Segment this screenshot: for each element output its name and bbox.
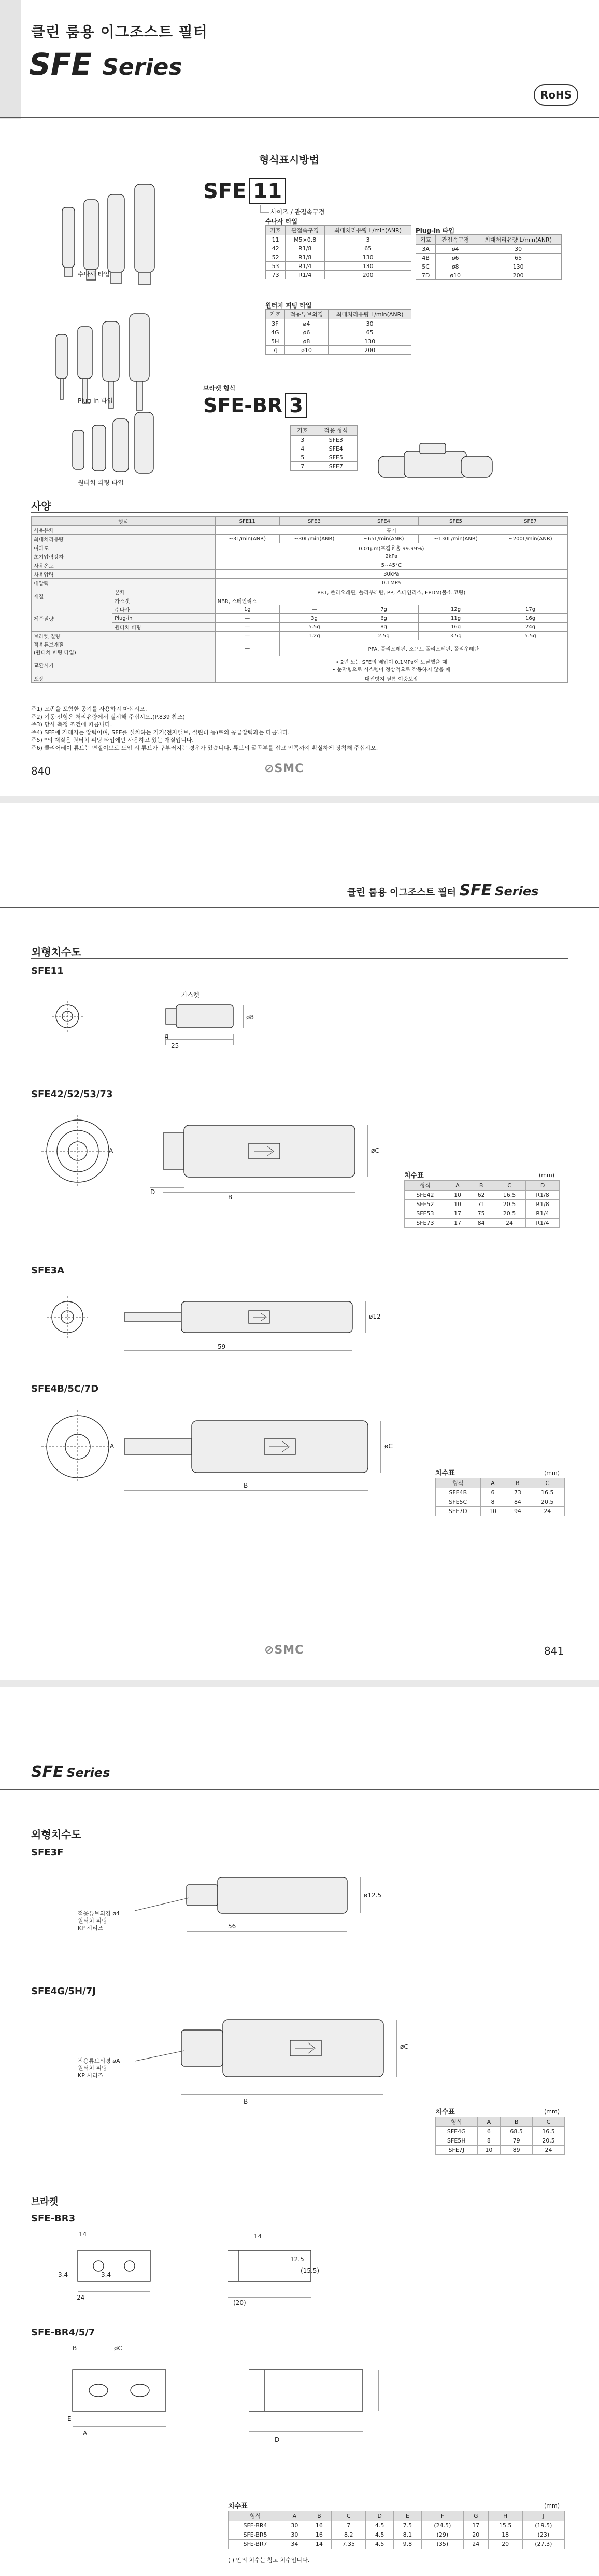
smc-logo: ⊘SMC [264, 762, 304, 775]
table-row: 브라켓 질량 — 1.2g 2.5g 3.5g 5.5g [32, 632, 568, 640]
sfe4b-dim-a: A [110, 1443, 115, 1450]
sfe4g-drawing [31, 2001, 425, 2105]
table-row: 53 R1/4 130 [266, 262, 411, 271]
table-row: 4G ø6 65 [266, 328, 411, 337]
table-row: 5C ø8 130 [416, 262, 562, 271]
page-title: 클린 룸용 이그조스트 필터 [31, 23, 208, 40]
table-row: 11 M5×0.8 3 [266, 235, 411, 244]
p2-header: 클린 룸용 이그조스트 필터 SFE Series [347, 881, 539, 900]
table-row: 초기압력강하 2kPa [32, 552, 568, 561]
dim-table-3: 형식 A B C SFE4G 6 68.5 16.5 SFE5H 8 79 20.5 SFE7J 10 89 24 [435, 2117, 565, 2155]
sfe42-dim-c: øC [371, 1147, 379, 1154]
dim-table-1: 형식 A B C D SFE42 10 62 16.5 R1/8 SFE52 10 71 20.5 R1/8 SFE53 17 75 20.5 R1/4 SFE73 17 84 24 R1/4 [404, 1180, 560, 1228]
sfe4b-drawing [31, 1400, 425, 1504]
sfe3f-dim-dia: ø12.5 [364, 1892, 382, 1899]
t1-caption: 치수표 [404, 1172, 424, 1180]
header-side-bar [0, 0, 21, 119]
table-row: SFE5H 8 79 20.5 [436, 2136, 565, 2146]
table-row: SFE5C 8 84 20.5 [436, 1497, 565, 1507]
sfe4g-label: SFE4G/5H/7J [31, 1986, 96, 1997]
dim-table-4: 형식 A B C D E F G H J SFE-BR4 30 16 7 4.5 7.5 (24.5) 17 15.5 (19.5) SFE-BR5 30 16 8.2 4.5 8.1 (29) 20 18 (23) SFE-BR7 34 14 7.35 4.5 9.8 (35) 24 20 (27.3) [228, 2511, 565, 2549]
table-row: 7J ø10 200 [266, 346, 411, 355]
table-row: SFE-BR4 30 16 7 4.5 7.5 (24.5) 17 15.5 (19.5) [229, 2521, 565, 2530]
sfe3f-tube-label: 적용튜브외경 ø4 원터치 피팅 KP 시리즈 [78, 1910, 120, 1931]
sfe42-dim-b: B [228, 1194, 233, 1201]
photo-label-barb: 원터치 피팅 타입 [78, 479, 124, 486]
order-code [203, 179, 286, 203]
spec-notes: 주1) 오존을 포함한 공기를 사용하지 마십시오. 주2) 기동·선형은 처리유량에서 실시해 주십시오.(P.839 참조) 주3) 당사 측정 조건에 따릅니다. 주4) SFE에 가해지는 압력이며, SFE를 설치하는 기기(전자밸브, 실린더 등)로의 공급압력과는 다릅니다. 주5) *의 재질은 원터치 피팅 타입에만 사용하고 있는 재질입니다. 주6) 클리어레이 튜브는 면질이므로 도입 시 튜브가 구부러지는 경우가 있습니다. 튜브의 굴곡부를 잡고 안쪽까지 확실하게 장착해 주십시오. [31, 706, 378, 751]
header-divider [0, 117, 599, 118]
table-row: 5 SFE5 [291, 453, 358, 462]
sfe42-drawing [31, 1104, 425, 1208]
sfe11-dim-dia: ø8 [246, 1014, 254, 1021]
order-prefix: SFE [203, 179, 247, 203]
br457-label: SFE-BR4/5/7 [31, 2327, 95, 2338]
p2-heading-divider [31, 958, 568, 959]
br3-dim-15-5: (15.5) [301, 2267, 320, 2274]
table-row: SFE42 10 62 16.5 R1/8 [405, 1191, 560, 1200]
table-row: 포장 대전방지 필름 이중포장 [32, 674, 568, 683]
br457-dim-f: D [275, 2436, 280, 2443]
sfe3a-dim-len: 59 [218, 1343, 226, 1350]
sfe3f-drawing [31, 1861, 394, 1944]
plugin-table: 기호 관접속구경 최대처리유량 L/min(ANR) 3A ø4 30 4B ø6 65 5C ø8 130 7D ø10 200 [416, 234, 562, 280]
bracket-photo [373, 436, 503, 493]
table-row: SFE-BR7 34 14 7.35 4.5 9.8 (35) 24 20 (27.3) [229, 2540, 565, 2549]
p2-page-number: 841 [544, 1645, 564, 1657]
page-separator [0, 796, 599, 803]
sfe11-dim-4: 4 [165, 1033, 169, 1040]
sfe3f-dim-len: 56 [228, 1923, 236, 1930]
spec-divider [31, 512, 568, 513]
sfe3a-drawing [31, 1281, 404, 1364]
p2-header-divider [0, 907, 599, 908]
bracket-heading: 브라켓 형식 [203, 385, 236, 392]
order-pointer-line [254, 205, 269, 216]
table-row: 4 SFE4 [291, 444, 358, 453]
p2-smc-logo: ⊘SMC [264, 1644, 304, 1657]
smc-icon: ⊘ [264, 762, 275, 775]
p3-header-divider [0, 1789, 599, 1790]
br3-dim-14: 14 [79, 2231, 87, 2238]
sfe3a-dim-dia: ø12 [369, 1313, 381, 1320]
table-row: 내압력 0.1MPa [32, 579, 568, 587]
page-number: 840 [31, 765, 51, 777]
p2-heading: 외형치수도 [31, 946, 81, 958]
br457-drawing [31, 2344, 425, 2447]
plugin-title: Plug-in 타입 [416, 227, 455, 234]
sfe4g-dim-b: B [244, 2098, 248, 2105]
t4-unit: (mm) [544, 2502, 560, 2509]
br3-dim-14b: 14 [254, 2233, 262, 2240]
table-row: 사용압력 30kPa [32, 570, 568, 579]
p3-heading: 외형치수도 [31, 1828, 81, 1841]
photo-label-male: 수나사 타입 [78, 271, 110, 278]
bracket-section-heading: 브라켓 [31, 2196, 59, 2207]
br457-dim-b: B [73, 2345, 77, 2352]
sfe4b-label: SFE4B/5C/7D [31, 1383, 99, 1394]
br3-dim-24: 24 [77, 2294, 85, 2301]
t3-unit: (mm) [544, 2108, 560, 2115]
table-row: 3A ø4 30 [416, 245, 562, 254]
br457-dim-c: øC [114, 2345, 122, 2352]
br3-label: SFE-BR3 [31, 2213, 76, 2224]
bracket-code [203, 394, 307, 417]
sfe11-label: SFE11 [31, 965, 64, 976]
rohs-badge: RoHS [534, 84, 578, 106]
table-row: 7 SFE7 [291, 462, 358, 471]
table-row: 재질 본체 PBT, 폴리오레핀, 폴리우레탄, PP, 스테인리스, EPDM(불소 코팅) [32, 587, 568, 596]
male-table: 기호 관접속구경 최대처리유량 L/min(ANR) 11 M5×0.8 3 42 R1/8 65 52 R1/8 130 53 R1/4 130 73 R1/4 200 [265, 225, 411, 279]
sfe4b-dim-b: B [244, 1482, 248, 1489]
barb-table: 기호 적용튜브외경 최대처리유량 L/min(ANR) 3F ø4 30 4G ø6 65 5H ø8 130 7J ø10 200 [265, 309, 411, 355]
table-row: 52 R1/8 130 [266, 253, 411, 262]
table-row: 사용유체 공기 [32, 526, 568, 535]
barb-title: 원터치 피팅 타입 [265, 302, 312, 309]
table-row: Plug-in — 3g 6g 11g 16g [32, 614, 568, 623]
order-sub-label: 사이즈 / 관접속구경 [270, 208, 325, 216]
p3-header: SFE Series [31, 1763, 110, 1781]
table-row: 최대처리유량 ~3L/min(ANR) ~30L/min(ANR) ~65L/min(ANR) ~130L/min(ANR) ~200L/min(ANR) [32, 535, 568, 543]
table-row: 73 R1/4 200 [266, 271, 411, 279]
bracket-table: 기호 적용 형식 3 SFE3 4 SFE4 5 SFE5 7 SFE7 [290, 425, 358, 471]
br3-dim-20: (20) [233, 2299, 246, 2306]
sfe4g-tube-label: 적용튜브외경 øA 원터치 피팅 KP 시리즈 [78, 2057, 120, 2079]
table-row: SFE4G 6 68.5 16.5 [436, 2127, 565, 2136]
photo-label-plugin: Plug-in 타입 [78, 397, 113, 404]
dim-table-2: 형식 A B C SFE4B 6 73 16.5 SFE5C 8 84 20.5 SFE7D 10 94 24 [435, 1478, 565, 1516]
br457-dim-a: A [83, 2430, 88, 2437]
sfe3a-label: SFE3A [31, 1265, 65, 1276]
br3-dim-3-4a: 3.4 [58, 2271, 68, 2278]
table-row: 3 SFE3 [291, 436, 358, 444]
table-row: SFE-BR5 30 16 8.2 4.5 8.1 (29) 20 18 (23) [229, 2530, 565, 2540]
sfe3f-label: SFE3F [31, 1847, 64, 1858]
t2-unit: (mm) [544, 1469, 560, 1476]
table-row: 적용튜브재질 (원터치 피팅 타입) — PFA, 폴리오레핀, 소프트 폴리오레핀, 폴리우레탄 [32, 640, 568, 656]
br3-dim-3-4b: 3.4 [101, 2271, 111, 2278]
table-row: 교환시기 • 2년 또는 SFE의 배압이 0.1MPa에 도달했을 때 • 눈막힘으로 시스템이 정상적으로 작동하지 않을 때 [32, 656, 568, 674]
table-row: 7D ø10 200 [416, 271, 562, 280]
t1-unit: (mm) [539, 1172, 555, 1179]
order-heading: 형식표시방법 [259, 153, 319, 166]
table-row: SFE73 17 84 24 R1/4 [405, 1219, 560, 1228]
br457-dim-e: E [67, 2415, 72, 2423]
sfe4b-dim-c: øC [384, 1443, 393, 1450]
t2-caption: 치수표 [435, 1469, 455, 1477]
table-row: SFE4B 6 73 16.5 [436, 1488, 565, 1497]
bracket-prefix: SFE-BR [203, 394, 283, 417]
sfe42-label: SFE42/52/53/73 [31, 1089, 113, 1100]
t3-caption: 치수표 [435, 2108, 455, 2116]
table-row: 가스켓 NBR, 스테인리스 [32, 596, 568, 605]
product-photos [31, 171, 207, 477]
table-row: 4B ø6 65 [416, 254, 562, 262]
sfe4g-dim-c: øC [400, 2043, 408, 2050]
smc-icon: ⊘ [264, 1644, 275, 1657]
t4-note: ( ) 안의 치수는 참고 치수입니다. [228, 2557, 310, 2564]
spec-table: 형식 SFE11 SFE3 SFE4 SFE5 SFE7 사용유체 공기 최대처리유량 ~3L/min(ANR) ~30L/min(ANR) ~65L/min(ANR) ~130L/min(ANR) ~200L/min(ANR) 여과도 0.01μm(포집효율 99.99%) 초기압력강하 2kPa 사용온도 5~45°C 사용압력 30kPa 내압력 0.1MPa 재질 본체 PBT, 폴리오레핀, 폴리우레탄, PP, 스테인리스, EPDM(불소 코팅) 가스켓 NBR, 스테인리스 제품질량 수나사 1g — 7g 12g 17g Plug-in — 3g 6g 11g 16g 원터치 피팅 — 5.5g 8g 16g 24g 브라켓 질량 — 1.2g 2.5g 3.5g 5.5g 적용튜브재질 (원터치 피팅 타입) — PFA, 폴리오레핀, 소프트 폴리오레핀, 폴리우레탄 교환시기 • 2년 또는 SFE의 배압이 0.1MPa에 도달했을 때 • 눈막힘으로 시스템이 정상적으로 작동하지 않을 때 포장 대전방지 필름 이중포장 [31, 516, 568, 683]
order-code-box: 11 [249, 178, 287, 204]
br3-drawing [31, 2230, 404, 2307]
br3-dim-12-5: 12.5 [290, 2256, 304, 2263]
table-row: 5H ø8 130 [266, 337, 411, 346]
sfe11-gasket-label: 가스켓 [181, 991, 199, 999]
table-row: SFE7D 10 94 24 [436, 1507, 565, 1516]
table-row: 사용온도 5~45°C [32, 561, 568, 570]
table-row: 여과도 0.01μm(포집효율 99.99%) [32, 543, 568, 552]
male-title: 수나사 타입 [265, 218, 298, 225]
page-separator-2 [0, 1680, 599, 1687]
bracket-code-box: 3 [285, 393, 307, 418]
t4-caption: 치수표 [228, 2502, 248, 2510]
table-row: 42 R1/8 65 [266, 244, 411, 253]
table-row: SFE53 17 75 20.5 R1/4 [405, 1209, 560, 1219]
sfe42-dim-a: A [109, 1147, 113, 1154]
sfe11-drawing [31, 980, 394, 1053]
sfe42-dim-d: D [150, 1188, 155, 1196]
table-row: 원터치 피팅 — 5.5g 8g 16g 24g [32, 623, 568, 632]
table-row: 제품질량 수나사 1g — 7g 12g 17g [32, 605, 568, 614]
table-row: SFE52 10 71 20.5 R1/8 [405, 1200, 560, 1209]
table-row: SFE7J 10 89 24 [436, 2146, 565, 2155]
series-title: SFE Series [29, 47, 182, 82]
table-row: 3F ø4 30 [266, 319, 411, 328]
spec-heading: 사양 [31, 500, 51, 512]
sfe11-dim-len: 25 [171, 1042, 179, 1049]
